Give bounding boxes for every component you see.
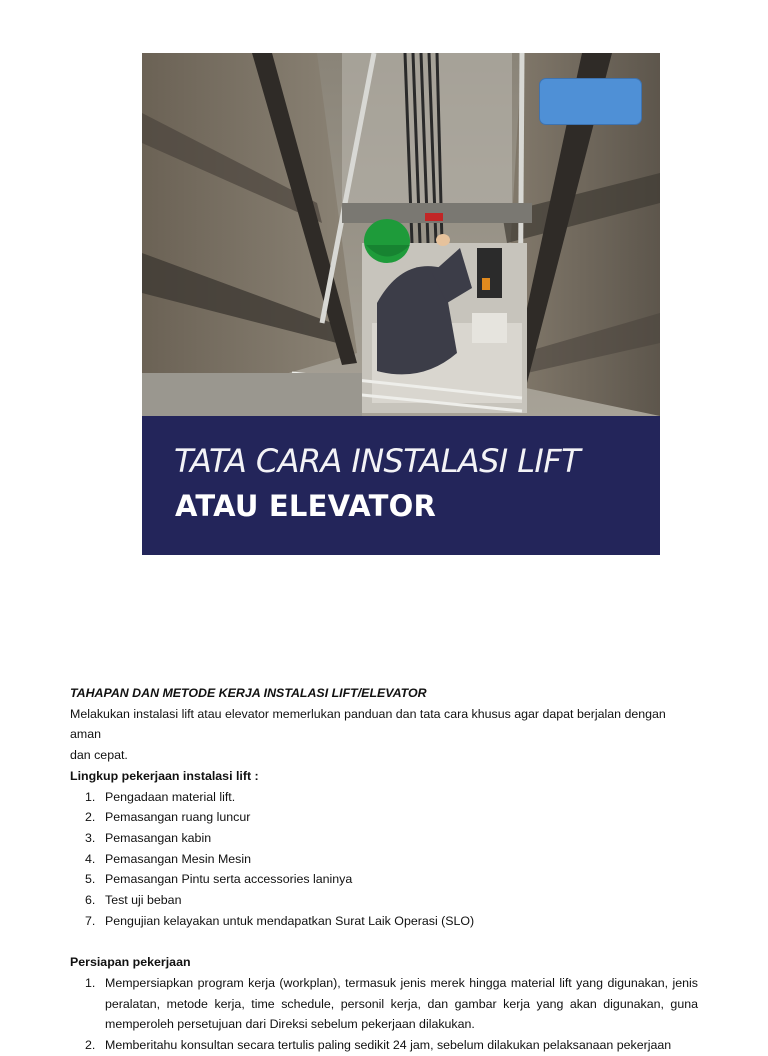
list-item bbox=[70, 807, 698, 828]
list-item-text: Pengadaan material lift. bbox=[105, 789, 236, 804]
list-item-text: Pemasangan kabin bbox=[105, 830, 212, 845]
intro-paragraph-line2: dan cepat. bbox=[70, 748, 128, 763]
list-item bbox=[70, 1035, 698, 1056]
list-item-text: Pengujian kelayakan untuk mendapatkan Surat Laik Operasi (SLO) bbox=[105, 913, 475, 928]
list-number: 6. bbox=[85, 893, 96, 908]
list-number: 4. bbox=[85, 851, 96, 866]
list-item-text: Pemasangan Pintu serta accessories laninya bbox=[105, 872, 353, 887]
list-number: 5. bbox=[85, 872, 96, 887]
section-heading: TAHAPAN DAN METODE KERJA INSTALASI LIFT/ELEVATOR bbox=[70, 686, 427, 700]
list-item bbox=[70, 869, 698, 890]
list-number: 7. bbox=[85, 913, 96, 928]
corner-badge bbox=[539, 78, 642, 125]
list-item bbox=[70, 828, 698, 849]
list-item bbox=[70, 849, 698, 870]
intro-paragraph-line1: Melakukan instalasi lift atau elevator memerlukan panduan dan tata cara khusus agar dapat berjalan dengan aman bbox=[70, 706, 666, 742]
list-item bbox=[70, 787, 698, 808]
list-item-text: Mempersiapkan program kerja (workplan), termasuk jenis merek hingga material lift yang digunakan, jenis peralatan, metode kerja, time schedule, personil kerja, dan gambar kerja yang akan digunakan, guna memperoleh persetujuan dari Direksi sebelum pekerjaan dilakukan. bbox=[105, 975, 698, 1032]
list-item bbox=[70, 890, 698, 911]
scope-list bbox=[70, 787, 698, 932]
list-number: 3. bbox=[85, 830, 96, 845]
list-item bbox=[70, 973, 698, 1035]
cover-title-line2: ATAU ELEVATOR bbox=[175, 489, 437, 523]
list-item-text: Test uji beban bbox=[105, 893, 182, 908]
scope-title: Lingkup pekerjaan instalasi lift : bbox=[70, 768, 259, 783]
list-item-text: Memberitahu konsultan secara tertulis paling sedikit 24 jam, sebelum dilakukan pelaksanaan pekerjaan bbox=[105, 1037, 672, 1052]
list-item-text: Pemasangan Mesin Mesin bbox=[105, 851, 252, 866]
list-item-text: Pemasangan ruang luncur bbox=[105, 810, 251, 825]
prep-title: Persiapan pekerjaan bbox=[70, 955, 191, 970]
list-number: 2. bbox=[85, 1037, 96, 1052]
paragraph-spacer bbox=[70, 931, 698, 952]
cover-title-line1: TATA CARA INSTALASI LIFT bbox=[174, 442, 581, 480]
list-number: 1. bbox=[85, 975, 96, 990]
list-number: 2. bbox=[85, 810, 96, 825]
list-item bbox=[70, 911, 698, 932]
cover-image bbox=[142, 53, 660, 555]
document-body bbox=[70, 683, 698, 1056]
prep-list bbox=[70, 973, 698, 1056]
list-number: 1. bbox=[85, 789, 96, 804]
title-banner bbox=[142, 416, 660, 555]
